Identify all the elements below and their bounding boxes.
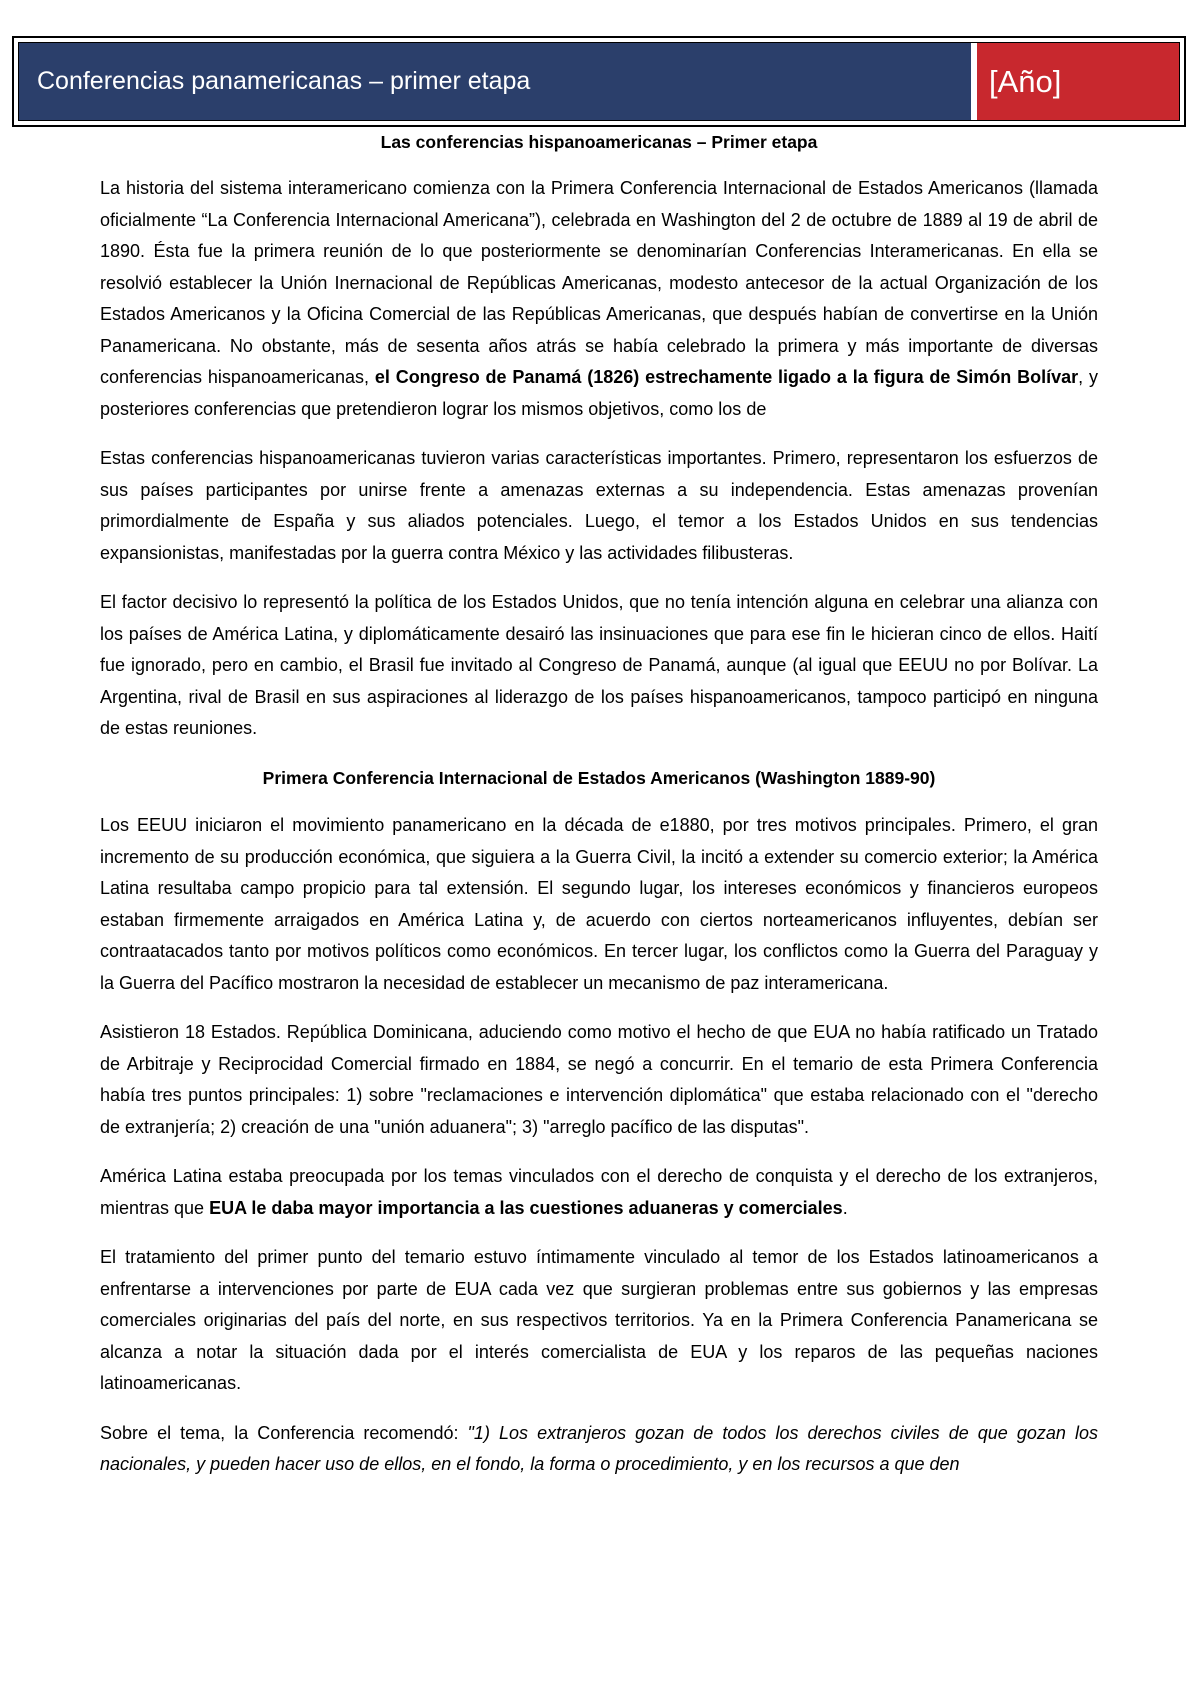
paragraph: Los EEUU iniciaron el movimiento panamericano en la década de e1880, por tres motivos principales. Primero, el gran incremento de su producción económica, que siguiera a la Guerra Civil, la incitó a extender su comercio exterior; la América Latina resultaba campo propicio para tal extensión. El segundo lugar, los intereses económicos y financieros europeos estaban firmemente arraigados en América Latina y, de acuerdo con ciertos norteamericanos influyentes, debían ser contraatacados tanto por motivos políticos como económicos. En tercer lugar, los conflictos como la Guerra del Paraguay y la Guerra del Pacífico mostraron la necesidad de establecer un mecanismo de paz interamericana.	[100, 815, 1098, 993]
paragraph-italic-quote: "1) Los extranjeros gozan de todos los derechos civiles de que gozan los nacionales, y pueden hacer uso de ellos, en el fondo, la forma o procedimiento, y en los recursos a que den	[100, 1422, 1098, 1474]
paragraph: Asistieron 18 Estados. República Dominicana, aduciendo como motivo el hecho de que EUA no había ratificado un Tratado de Arbitraje y Reciprocidad Comercial firmado en 1884, se negó a concurrir. En el temario de esta Primera Conferencia había tres puntos principales: 1) sobre "reclamaciones e intervención diplomática" que estaba relacionado con el "derecho de extranjería; 2) creación de una "unión aduanera"; 3) "arreglo pacífico de las disputas".	[100, 1022, 1098, 1137]
paragraph	[100, 1161, 1098, 1224]
paragraph-text: Sobre el tema, la Conferencia recomendó:	[100, 1422, 468, 1443]
section-heading-primera-conferencia: Primera Conferencia Internacional de Estados Americanos (Washington 1889-90)	[262, 767, 936, 788]
paragraph-text: .	[842, 1197, 848, 1218]
header-title: Conferencias panamericanas – primer etapa	[19, 43, 977, 120]
paragraph	[100, 1418, 1098, 1481]
paragraph-bold-text: EUA le daba mayor importancia a las cuestiones aduaneras y comerciales	[209, 1197, 843, 1218]
paragraph: El tratamiento del primer punto del temario estuvo íntimamente vinculado al temor de los Estados latinoamericanos a enfrentarse a intervenciones por parte de EUA cada vez que surgieran problemas entre sus gobiernos y las empresas comerciales originarias del país del norte, en sus respectivos territorios. Ya en la Primera Conferencia Panamericana se alcanza a notar la situación dada por el interés comercialista de EUA y los reparos de las pequeñas naciones latinoamericanas.	[100, 1247, 1098, 1393]
paragraph: Estas conferencias hispanoamericanas tuvieron varias características importantes. Primero, representaron los esfuerzos de sus países participantes por unirse frente a amenazas externas a su independencia. Estas amenazas provenían primordialmente de España y sus aliados potenciales. Luego, el temor a los Estados Unidos en sus tendencias expansionistas, manifestadas por la guerra contra México y las actividades filibusteras.	[100, 448, 1098, 563]
paragraph-text: , y posteriores conferencias que pretendieron lograr los mismos objetivos, como los de	[100, 367, 1098, 419]
document-header	[12, 36, 1186, 127]
paragraph-text: América Latina estaba preocupada por los temas vinculados con el derecho de conquista y el derecho de los extranjeros, mientras que	[100, 1166, 1098, 1218]
document-body	[100, 127, 1098, 1499]
section-heading-hispanoamericanas: Las conferencias hispanoamericanas – Primer etapa	[380, 132, 818, 152]
paragraph-bold-text: el Congreso de Panamá (1826) estrechamente ligado a la figura de Simón Bolívar	[369, 367, 1079, 387]
paragraph	[100, 173, 1098, 425]
header-year: [Año]	[977, 43, 1179, 120]
paragraph: El factor decisivo lo representó la política de los Estados Unidos, que no tenía intención alguna en celebrar una alianza con los países de América Latina, y diplomáticamente desairó las insinuaciones que para ese fin le hicieran cinco de ellos. Haití fue ignorado, pero en cambio, el Brasil fue invitado al Congreso de Panamá, aunque (al igual que EEUU no por Bolívar. La Argentina, rival de Brasil en sus aspiraciones al liderazgo de los países hispanoamericanos, tampoco participó en ninguna de estas reuniones.	[100, 592, 1098, 738]
header-inner-frame	[18, 42, 1180, 121]
paragraph-text: La historia del sistema interamericano comienza con la Primera Conferencia Internacional de Estados Americanos (llamada oficialmente “La Conferencia Internacional Americana”), celebrada en Washington del 2 de octubre de 1889 al 19 de abril de 1890. Ésta fue la primera reunión de lo que posteriormente se denominarían Conferencias Interamericanas. En ella se resolvió establecer la Unión Inernacional de Repúblicas Americanas, modesto antecesor de la actual Organización de los Estados Americanos y la Oficina Comercial de las Repúblicas Americanas, que después habían de convertirse en la Unión Panamericana. No obstante, más de sesenta años atrás se había celebrado la primera y más importante de diversas conferencias hispanoamericanas,	[100, 178, 1098, 387]
